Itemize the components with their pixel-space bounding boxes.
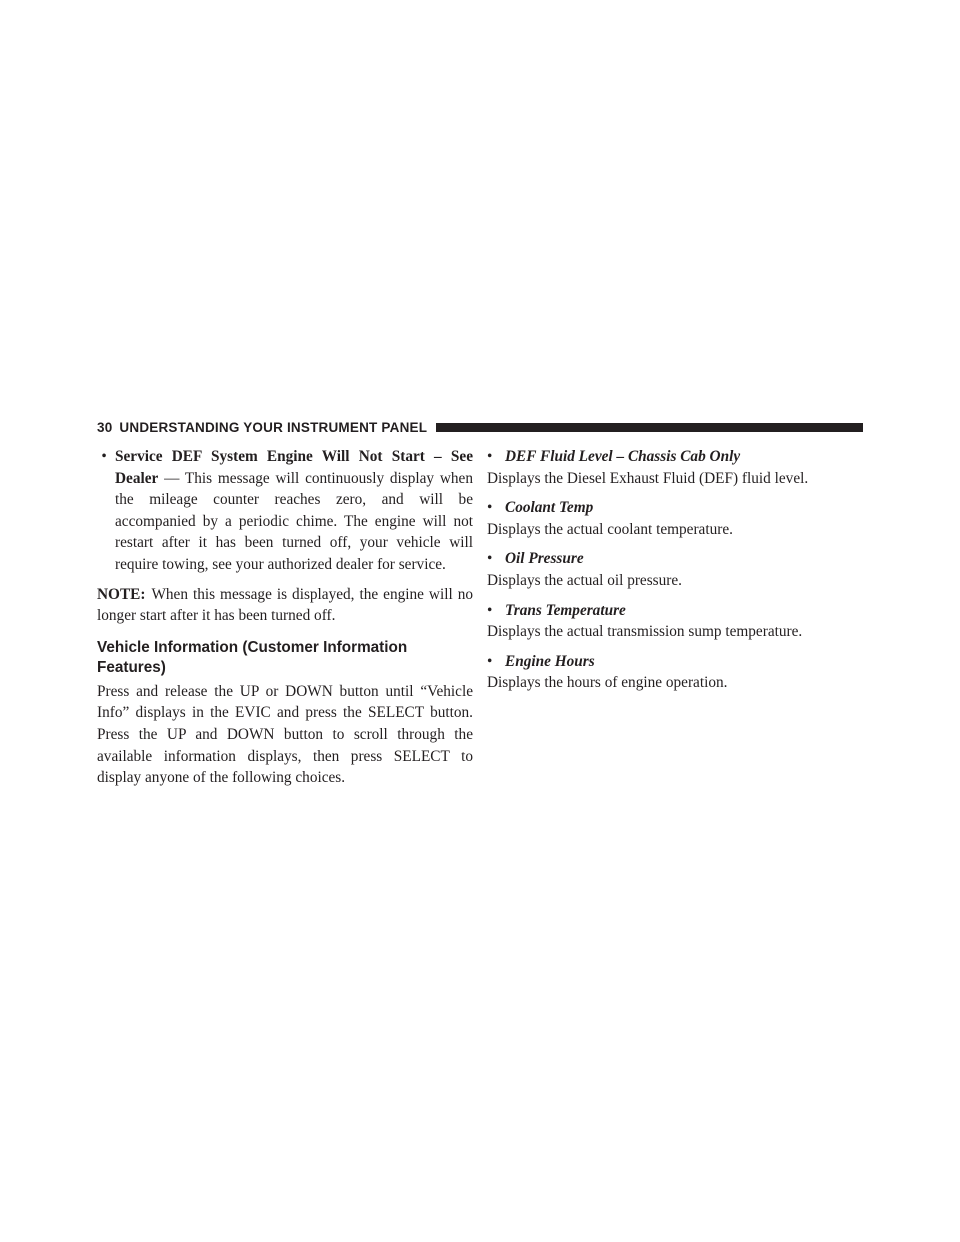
- bullet-icon: •: [487, 601, 493, 619]
- page-header: [97, 419, 863, 435]
- bullet-icon: •: [101, 448, 107, 465]
- bullet-icon: •: [487, 448, 493, 465]
- header-rule: [436, 423, 863, 432]
- bullet-icon: •: [487, 550, 493, 568]
- warning-message-item: [97, 446, 473, 576]
- bullet-icon: •: [487, 499, 493, 517]
- info-item: [487, 651, 867, 694]
- info-item-title: Engine Hours: [505, 652, 595, 670]
- left-column: [97, 446, 473, 789]
- info-item-title: DEF Fluid Level – Chassis Cab Only: [505, 448, 741, 465]
- note: [97, 584, 473, 627]
- info-item: [487, 600, 867, 643]
- note-label: NOTE:: [97, 585, 146, 603]
- info-item: [487, 548, 867, 591]
- note-text: When this message is displayed, the engine will no longer start after it has been turned off.: [97, 585, 473, 625]
- section-title: UNDERSTANDING YOUR INSTRUMENT PANEL: [119, 419, 428, 435]
- instructions-paragraph: Press and release the UP or DOWN button until “Vehicle Info” displays in the EVIC and press the SELECT button. Press the UP and DOWN button to scroll through the available information displays, then press SELECT to display anyone of the following choices.: [97, 682, 473, 787]
- page-number: 30: [97, 419, 113, 435]
- info-item: [487, 446, 867, 489]
- info-item-text: Displays the actual oil pressure.: [487, 571, 682, 589]
- bullet-icon: •: [487, 652, 493, 670]
- info-item-text: Displays the Diesel Exhaust Fluid (DEF) fluid level.: [487, 469, 809, 487]
- info-item-text: Displays the actual transmission sump temperature.: [487, 623, 803, 641]
- info-item-title: Coolant Temp: [505, 499, 594, 517]
- info-item: [487, 497, 867, 540]
- right-column: [487, 446, 867, 702]
- info-item-text: Displays the hours of engine operation.: [487, 674, 728, 692]
- message-description: — This message will continuously display when the mileage counter reaches zero, and will be accompanied by a periodic chime. The engine will not restart after it has been turned off, your vehicle will require towing, see your authorized dealer for service.: [115, 469, 473, 573]
- info-item-title: Trans Temperature: [505, 601, 626, 619]
- info-item-title: Oil Pressure: [505, 550, 584, 568]
- section-heading: Vehicle Information (Customer Information Features): [97, 638, 408, 677]
- info-item-text: Displays the actual coolant temperature.: [487, 520, 733, 538]
- message-title: Service DEF System Engine Will Not Start – See Dealer: [115, 448, 473, 487]
